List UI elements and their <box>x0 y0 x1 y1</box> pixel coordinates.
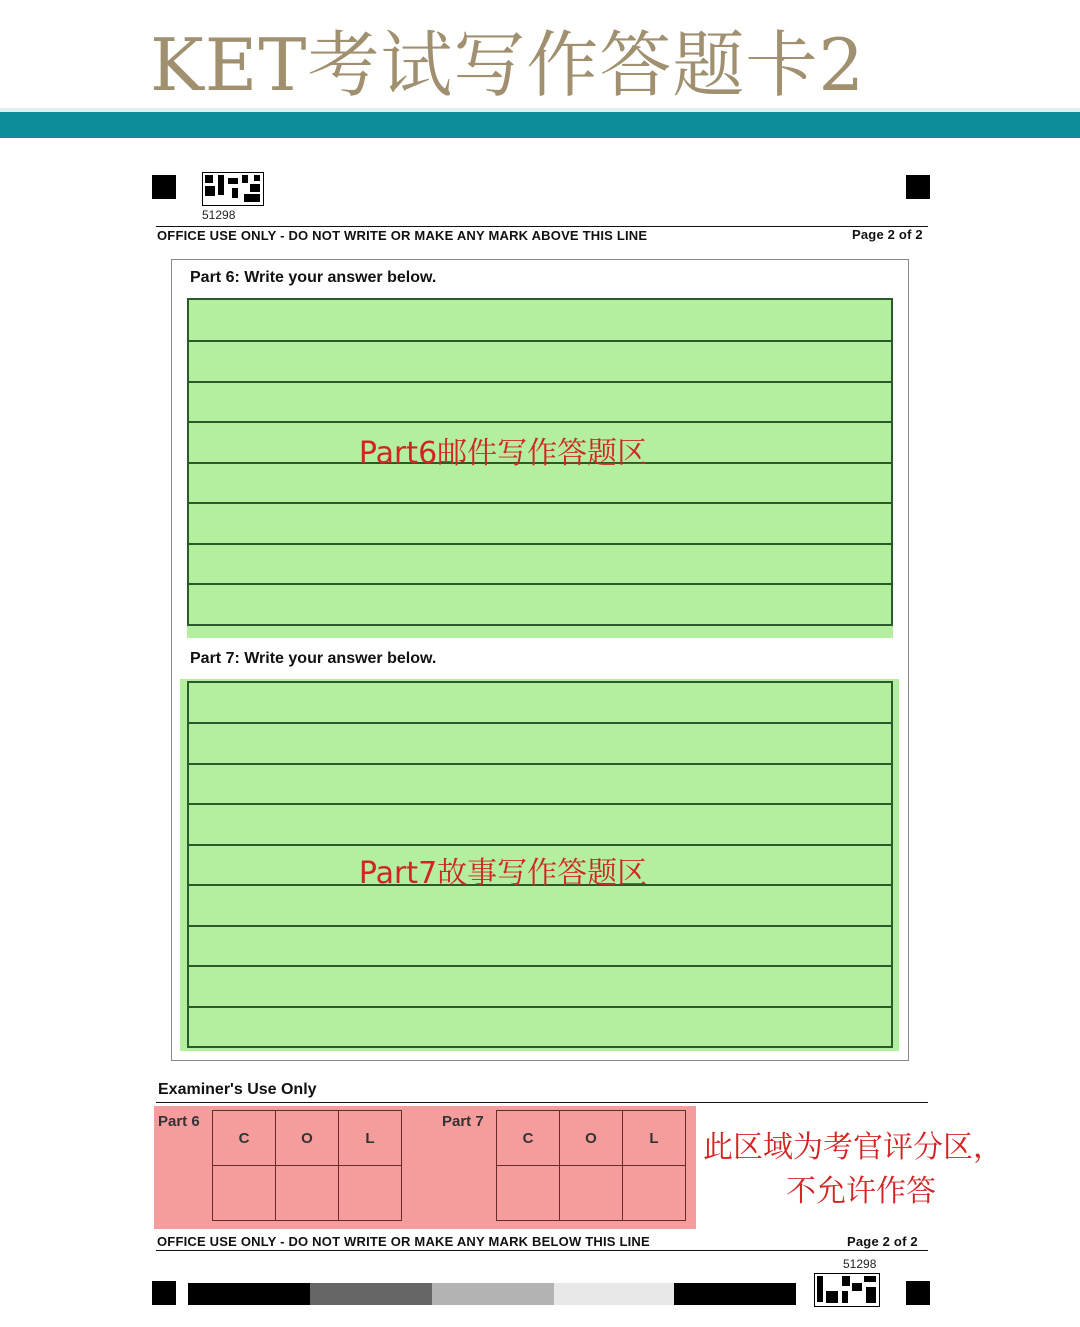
examiner-note-line2: 不允许作答 <box>786 1174 936 1209</box>
part6-line <box>189 381 891 383</box>
part7-score-c-cell <box>497 1166 560 1221</box>
part7-line <box>189 925 891 927</box>
part7-line <box>189 763 891 765</box>
part6-line <box>189 583 891 585</box>
part7-line <box>189 965 891 967</box>
examiner-rule <box>156 1102 928 1103</box>
part6-line <box>189 340 891 342</box>
part6-line <box>189 421 891 423</box>
part7-line <box>189 803 891 805</box>
page-label-bottom: Page 2 of 2 <box>847 1234 918 1249</box>
part7-heading: Part 7: Write your answer below. <box>190 650 437 667</box>
part6-heading: Part 6: Write your answer below. <box>190 269 437 286</box>
part7-score-grid <box>496 1110 686 1221</box>
page-title: KET考试写作答题卡2 <box>150 23 866 107</box>
registration-mark-top-left <box>152 175 176 199</box>
bottom-office-notice: OFFICE USE ONLY - DO NOT WRITE OR MAKE ANY MARK BELOW THIS LINE <box>157 1234 650 1249</box>
calibration-bar-white <box>554 1283 674 1305</box>
registration-mark-top-right <box>906 175 930 199</box>
part7-score-l-cell <box>623 1166 686 1221</box>
sheet-code-top: 51298 <box>202 208 236 222</box>
part6-line <box>189 543 891 545</box>
registration-mark-bottom-right <box>906 1281 930 1305</box>
part6-score-l-header: L <box>339 1111 402 1166</box>
part6-zone-label: Part6邮件写作答题区 <box>358 436 648 471</box>
examiner-note-line1: 此区域为考官评分区， <box>703 1130 1003 1165</box>
page-label-top: Page 2 of 2 <box>852 227 923 242</box>
examiner-part7-label: Part 7 <box>442 1113 484 1130</box>
part6-score-c-header: C <box>213 1111 276 1166</box>
part7-line <box>189 1006 891 1008</box>
calibration-bar-light-gray <box>432 1283 554 1305</box>
part7-score-c-header: C <box>497 1111 560 1166</box>
part7-score-o-header: O <box>560 1111 623 1166</box>
part7-score-l-header: L <box>623 1111 686 1166</box>
examiner-title: Examiner's Use Only <box>158 1081 317 1098</box>
barcode-icon <box>202 172 264 206</box>
header-band <box>0 108 1080 138</box>
part6-score-c-cell <box>213 1166 276 1221</box>
part6-score-o-cell <box>276 1166 339 1221</box>
calibration-bar-dark-gray <box>310 1283 432 1305</box>
part6-score-grid <box>212 1110 402 1221</box>
calibration-bar-black-2 <box>674 1283 796 1305</box>
part7-score-o-cell <box>560 1166 623 1221</box>
examiner-part6-label: Part 6 <box>158 1113 200 1130</box>
part7-line <box>189 722 891 724</box>
sheet-code-bottom: 51298 <box>843 1257 877 1271</box>
part7-line <box>189 844 891 846</box>
bottom-rule <box>156 1250 928 1251</box>
header-band-highlight <box>0 108 1080 112</box>
part6-score-o-header: O <box>276 1111 339 1166</box>
calibration-bar-black <box>188 1283 310 1305</box>
part6-line <box>189 502 891 504</box>
part7-zone-label: Part7故事写作答题区 <box>358 856 648 891</box>
top-rule <box>156 226 928 227</box>
part6-score-l-cell <box>339 1166 402 1221</box>
registration-mark-bottom-left <box>152 1281 176 1305</box>
barcode-icon <box>814 1273 880 1307</box>
top-office-notice: OFFICE USE ONLY - DO NOT WRITE OR MAKE ANY MARK ABOVE THIS LINE <box>157 228 648 243</box>
